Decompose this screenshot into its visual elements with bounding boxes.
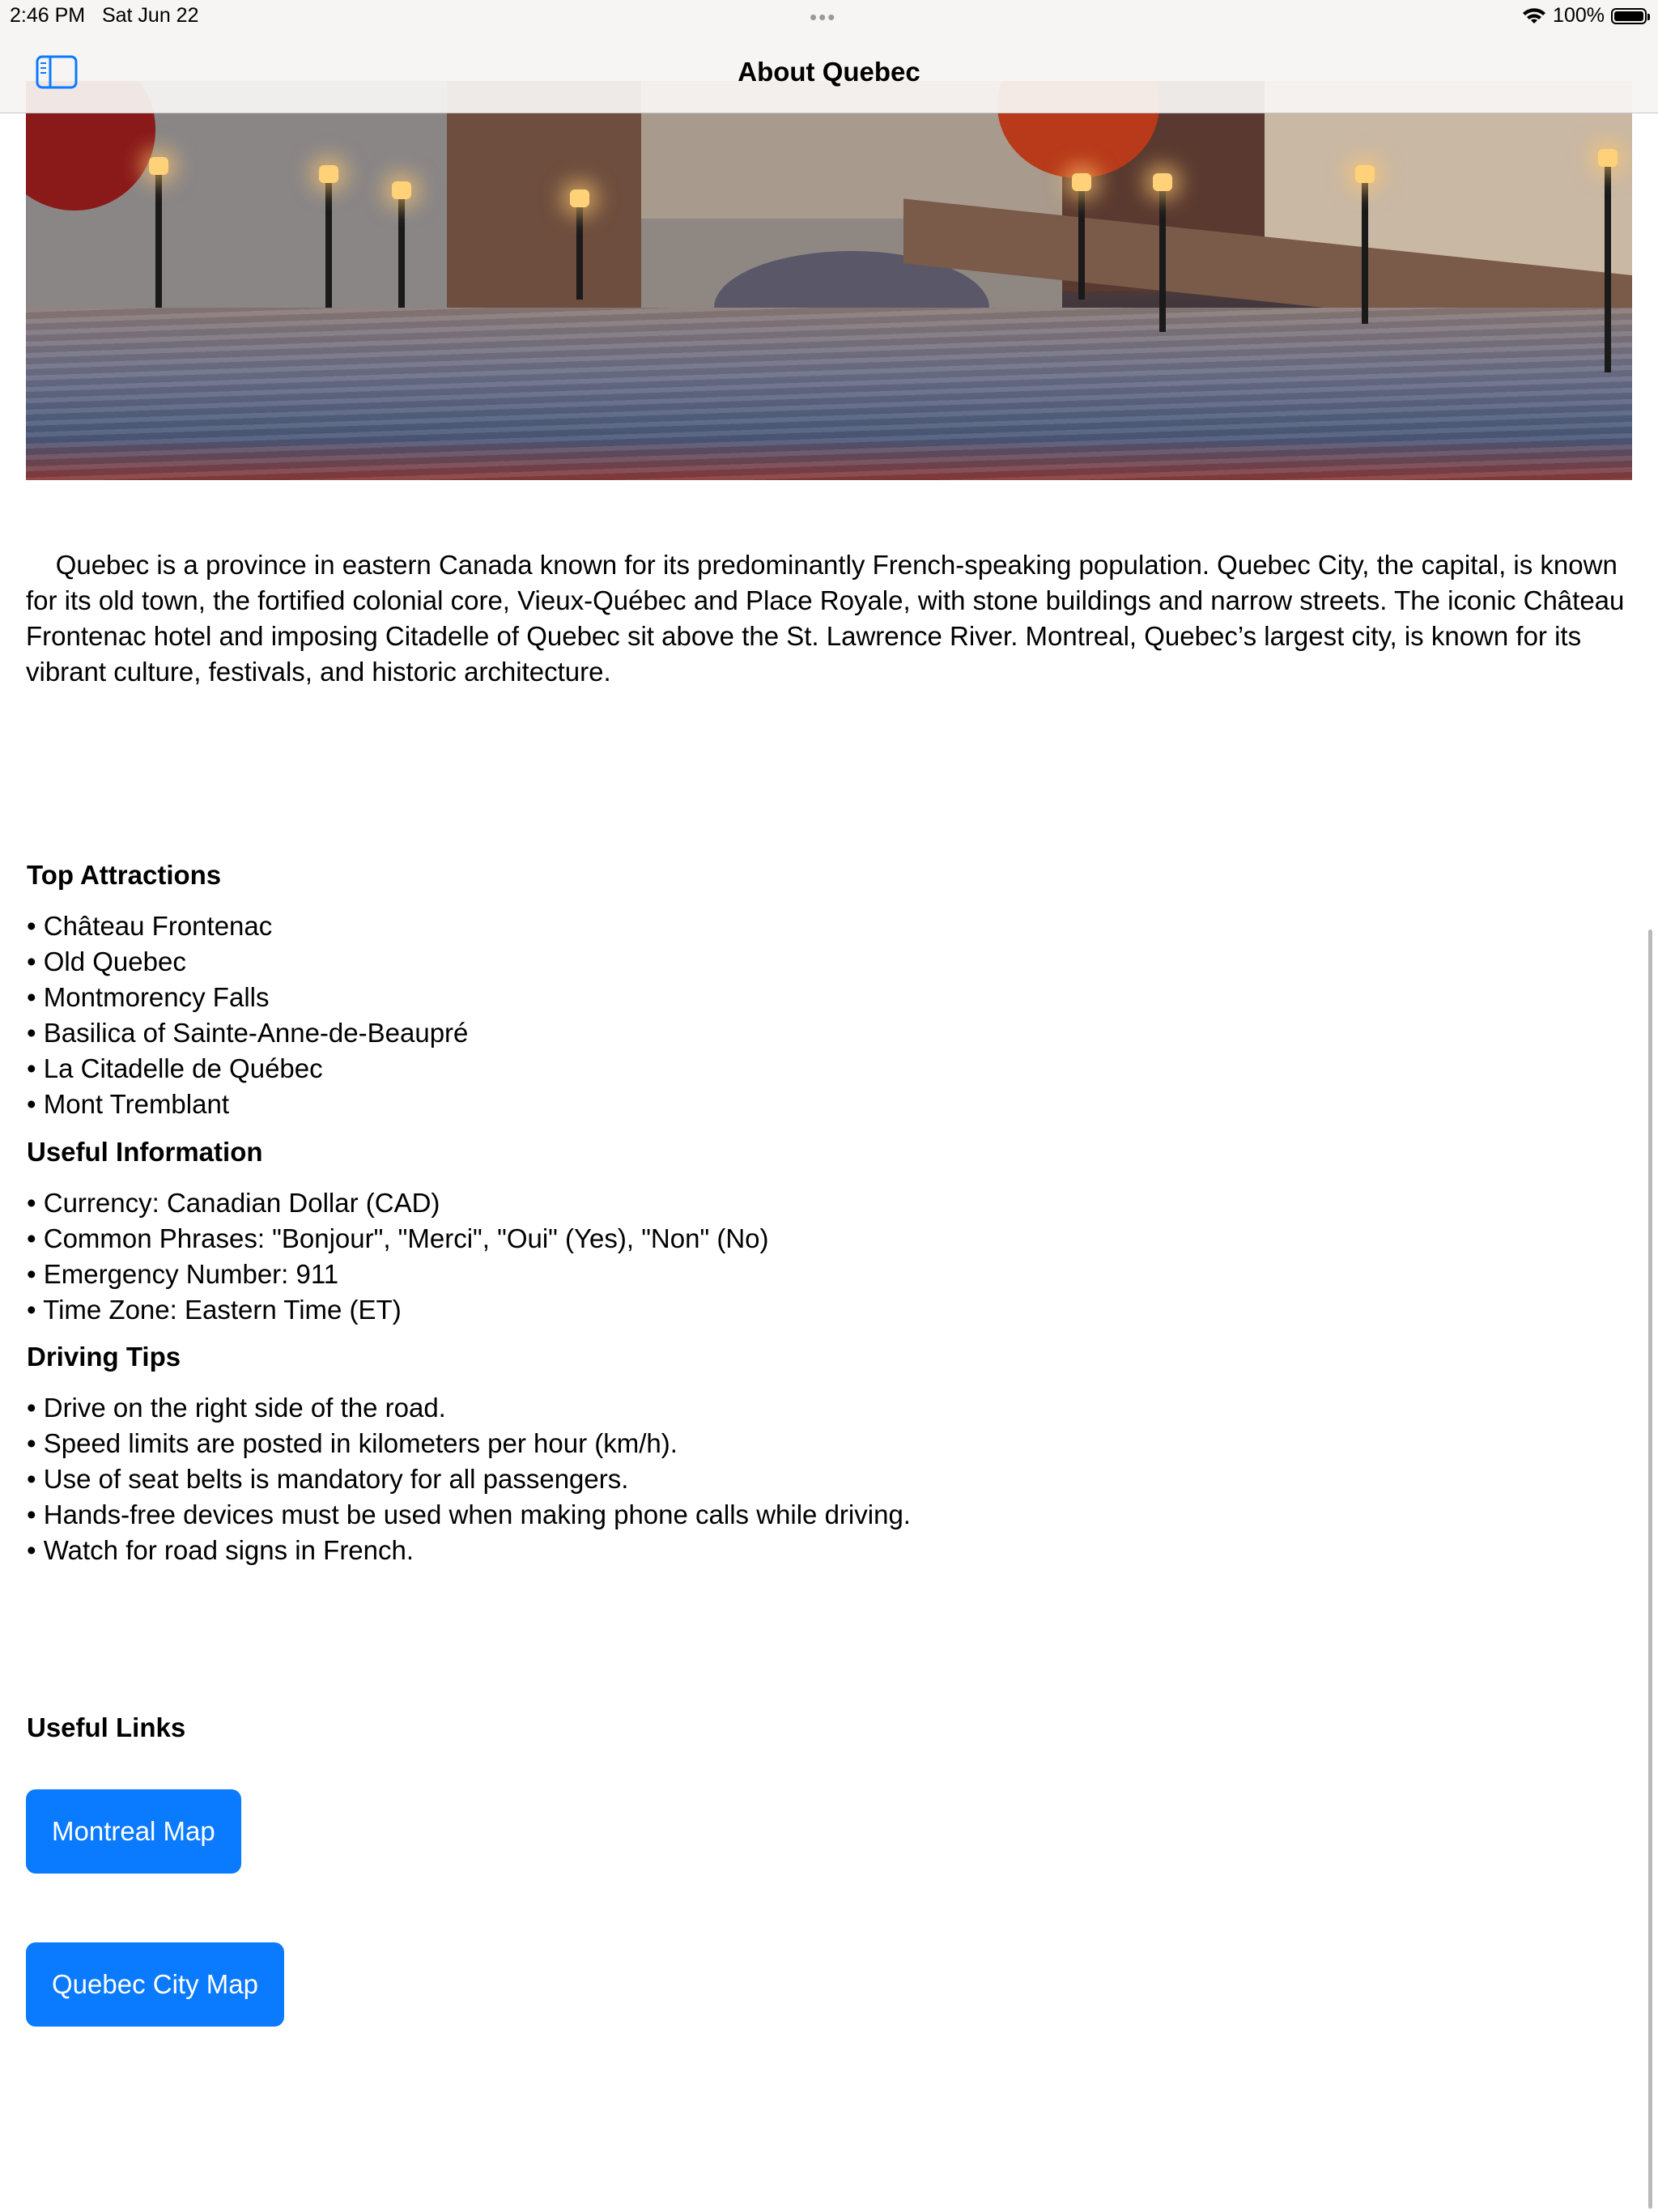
list-item: • Old Quebec <box>27 944 468 980</box>
battery-percent: 100% <box>1553 4 1605 27</box>
battery-icon <box>1611 8 1647 24</box>
driving-list <box>27 1390 911 1568</box>
list-item: • Mont Tremblant <box>27 1087 468 1122</box>
hero-image <box>26 81 1632 480</box>
links-heading: Useful Links <box>27 1712 186 1742</box>
list-item: • Time Zone: Eastern Time (ET) <box>27 1292 769 1328</box>
quebec-city-map-button[interactable]: Quebec City Map <box>26 1942 284 2027</box>
list-item: • Drive on the right side of the road. <box>27 1390 911 1426</box>
intro-text: Quebec is a province in eastern Canada known for its predominantly French-speaking population. Quebec City, the capital, is known for its old town, the fortified colonial core, Vieux-Québec and Place Royale, with stone buildings and narrow streets. The iconic Château Frontenac hotel and imposing Citadelle of Quebec sit above the St. Lawrence River. Montreal, Quebec’s largest city, is known for its vibrant culture, festivals, and historic architecture. <box>26 550 1625 687</box>
intro-paragraph <box>26 547 1637 690</box>
wifi-icon <box>1522 7 1546 25</box>
page-title: About Quebec <box>738 57 920 87</box>
status-right <box>1522 4 1647 28</box>
scroll-indicator[interactable] <box>1648 929 1652 2209</box>
attractions-heading: Top Attractions <box>27 860 222 890</box>
info-list <box>27 1185 769 1328</box>
date-label: Sat Jun 22 <box>101 4 199 27</box>
navigation-bar <box>0 0 1658 113</box>
list-item: • Common Phrases: "Bonjour", "Merci", "Oui" (Yes), "Non" (No) <box>27 1221 769 1257</box>
multitasking-dots-icon[interactable]: ••• <box>810 5 837 29</box>
list-item: • Watch for road signs in French. <box>27 1533 911 1568</box>
driving-heading: Driving Tips <box>27 1342 181 1372</box>
list-item: • La Citadelle de Québec <box>27 1051 468 1087</box>
montreal-map-button[interactable]: Montreal Map <box>26 1789 241 1874</box>
status-bar <box>0 0 1658 32</box>
list-item: • Use of seat belts is mandatory for all passengers. <box>27 1461 911 1497</box>
status-time <box>10 4 198 28</box>
list-item: • Speed limits are posted in kilometers per hour (km/h). <box>27 1426 911 1461</box>
info-heading: Useful Information <box>27 1137 263 1167</box>
list-item: • Emergency Number: 911 <box>27 1257 769 1292</box>
list-item: • Basilica of Sainte-Anne-de-Beaupré <box>27 1015 468 1051</box>
time-label: 2:46 PM <box>10 4 86 27</box>
list-item: • Château Frontenac <box>27 908 468 944</box>
list-item: • Currency: Canadian Dollar (CAD) <box>27 1185 769 1221</box>
list-item: • Montmorency Falls <box>27 980 468 1015</box>
attractions-list <box>27 908 468 1122</box>
list-item: • Hands-free devices must be used when making phone calls while driving. <box>27 1497 911 1533</box>
